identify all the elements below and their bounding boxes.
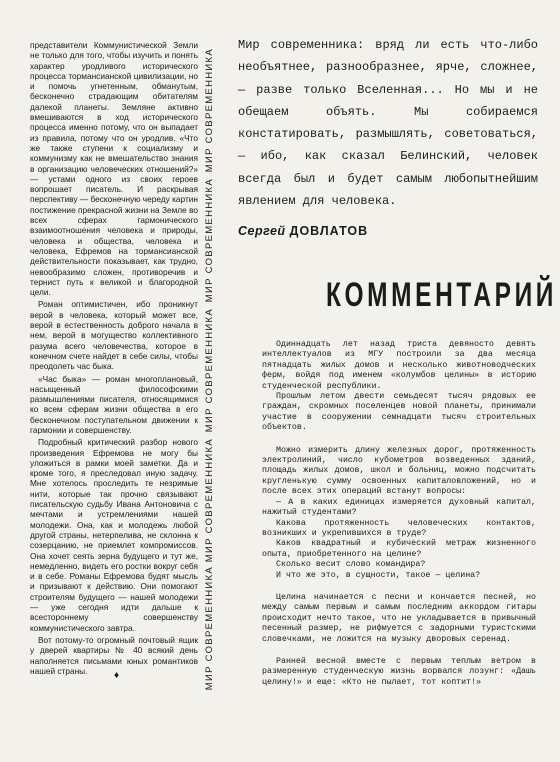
body-paragraph: Целина начинается с песни и кончается песней, но между самым первым и самым последним аккордом гитары происходит нечто такое, что не укладывается в привычный песенный размер, не рифмуется с задорными туристскими словечками, не ложится на музыку дворовых серенад. bbox=[262, 592, 536, 644]
question-line: — А в каких единицах измеряется духовный капитал, нажитый студентами? bbox=[262, 497, 536, 518]
body-paragraph: Одиннадцать лет назад триста девяносто девять интеллектуалов из МГУ построили за два месяца пятнадцать жилых домов и несколько животноводческих ферм, войдя под именем «колумбов целины» в историю студенческой республики. bbox=[262, 340, 536, 391]
running-head-label: МИР СОВРЕМЕННИКА bbox=[204, 48, 215, 173]
question-line: Какова протяженность человеческих контактов, возникших и укрепившихся в труде? bbox=[262, 518, 536, 538]
end-bullet-icon: ♦ bbox=[114, 670, 120, 681]
author-byline bbox=[238, 224, 368, 238]
left-paragraph-2: Роман оптимистичен, ибо проникнут верой в человека, который может все, верой в естественность доброго начала в нем, верой в могущество коллективного разума всего человечества, которое в конечном счете найдет в себе силы, чтобы преодолеть час быка. bbox=[30, 299, 198, 372]
left-paragraph-1: представители Коммунистической Земли не только для того, чтобы изучить и понять характер уродливого исторического процесса тормансианской цивилизации, но и помочь угнетенным, обманутым, бесконечно страдающим обитателям далекой планеты. Землянe активно вмешиваются в ход исторического процесса именно потому, что он выпадает из правила, потому что он уродлив. «Что же также ступени к социализму и коммунизму как не вмешательство знания в организацию человеческих отношений?» — устами одного из своих героев вопрошает писатель. И раскрывая перспективу — бесконечную череду картин постижение прекрасной жизни на Земле во всех сферах гармонического взаимоотношения человека и природы, человека и общества, человека и человека, Ефремов на тормансианской действительности показывает, как трудно, невообразимо сложен, противоречив и тернист путь к великой и благородной цели. bbox=[30, 40, 198, 298]
author-surname: ДОВЛАТОВ bbox=[289, 224, 369, 238]
running-head-label: МИР СОВРЕМЕННИКА bbox=[204, 566, 215, 691]
left-paragraph-5: Вот потому-то огромный почтовый ящик у дверей квартиры № 40 всякий день наполняется письмами юных романтиков нашей страны. bbox=[30, 634, 198, 676]
body-paragraph: Прошлым летом двести семьдесят тысяч рядовых ее граждан, скромных поселенцев новой планеты, принимали участие в сооружении семнадцати тысяч строительных объектов. bbox=[262, 392, 536, 433]
left-paragraph-4: Подробный критический разбор нового произведения Ефремова не могу бы уложиться в рамки моей заметки. Да и кроме того, я преследовал иную задачу. Мне хотелось проследить те незримые нити, которые так прочно связывают писательскую судьбу Ивана Антоновича с мечтами и устремлениями нашей молодежи. Она, как и молодежь любой другой страны, нетерпелива, не склонна к созерцанию, не приемлет компромиссов. Она хочет сеять зерна будущего и тут же, немедленно, видеть его ростки вокруг себя и в себе. Романы Ефремова будят мысль и призывают к действию. Они помогают строителям будущего — нашей молодежи — уже сегодня идти дальше к всестороннему совершенству коммунистического завтра. bbox=[30, 437, 198, 633]
article-title: КОММЕНТАРИЙ bbox=[326, 276, 557, 314]
intro-epigraph bbox=[238, 34, 538, 212]
running-head-strip bbox=[204, 38, 226, 691]
body-paragraph: Можно измерить длину железных дорог, протяженность электролиний, число кубометров возведенных зданий, площадь жилых домов, школ и больниц, можно подсчитать кругленькую сумму освоенных капиталовложений, но и после всех этих операций встанут вопросы: bbox=[262, 445, 536, 497]
running-head-label: МИР СОВРЕМЕННИКА bbox=[204, 438, 215, 563]
left-paragraph-3: «Час быка» — роман многоплановый, насыщенный философскими размышлениями писателя, относящимися ко всем сферам жизни общества в его бесконечном поступательном движении к гармонии и совершенству. bbox=[30, 373, 198, 435]
question-line: И что же это, в сущности, такое — целина? bbox=[276, 570, 481, 580]
body-paragraph: Ранней весной вместе с первым теплым ветром в размеренную студенческую жизнь ворвался лозунг: «Дашь целину!» и еще: «Кто не пылает, тот коптит!» bbox=[262, 656, 536, 687]
author-first-name: Сергей bbox=[238, 224, 286, 238]
question-line: Каков квадратный и кубический метраж жизненного опыта, приобретенного на целине? bbox=[262, 539, 536, 559]
question-line: Сколько весит слово командира? bbox=[276, 560, 426, 570]
intro-text: Мир современника: вряд ли есть что-либо необъятнее, разнообразнее, ярче, сложнее, — разве только Вселенная... Но мы и не обещаем объять. Мы собираемся констатировать, размышлять, советоваться, — ибо, как сказал Белинский, человек всегда был и будет самым любопытнейшим явлением для человека. bbox=[238, 38, 538, 209]
left-column bbox=[30, 40, 198, 678]
running-head-label: МИР СОВРЕМЕННИКА bbox=[204, 178, 215, 303]
running-head-label: МИР СОВРЕМЕННИКА bbox=[204, 308, 215, 433]
article-body bbox=[262, 340, 536, 688]
